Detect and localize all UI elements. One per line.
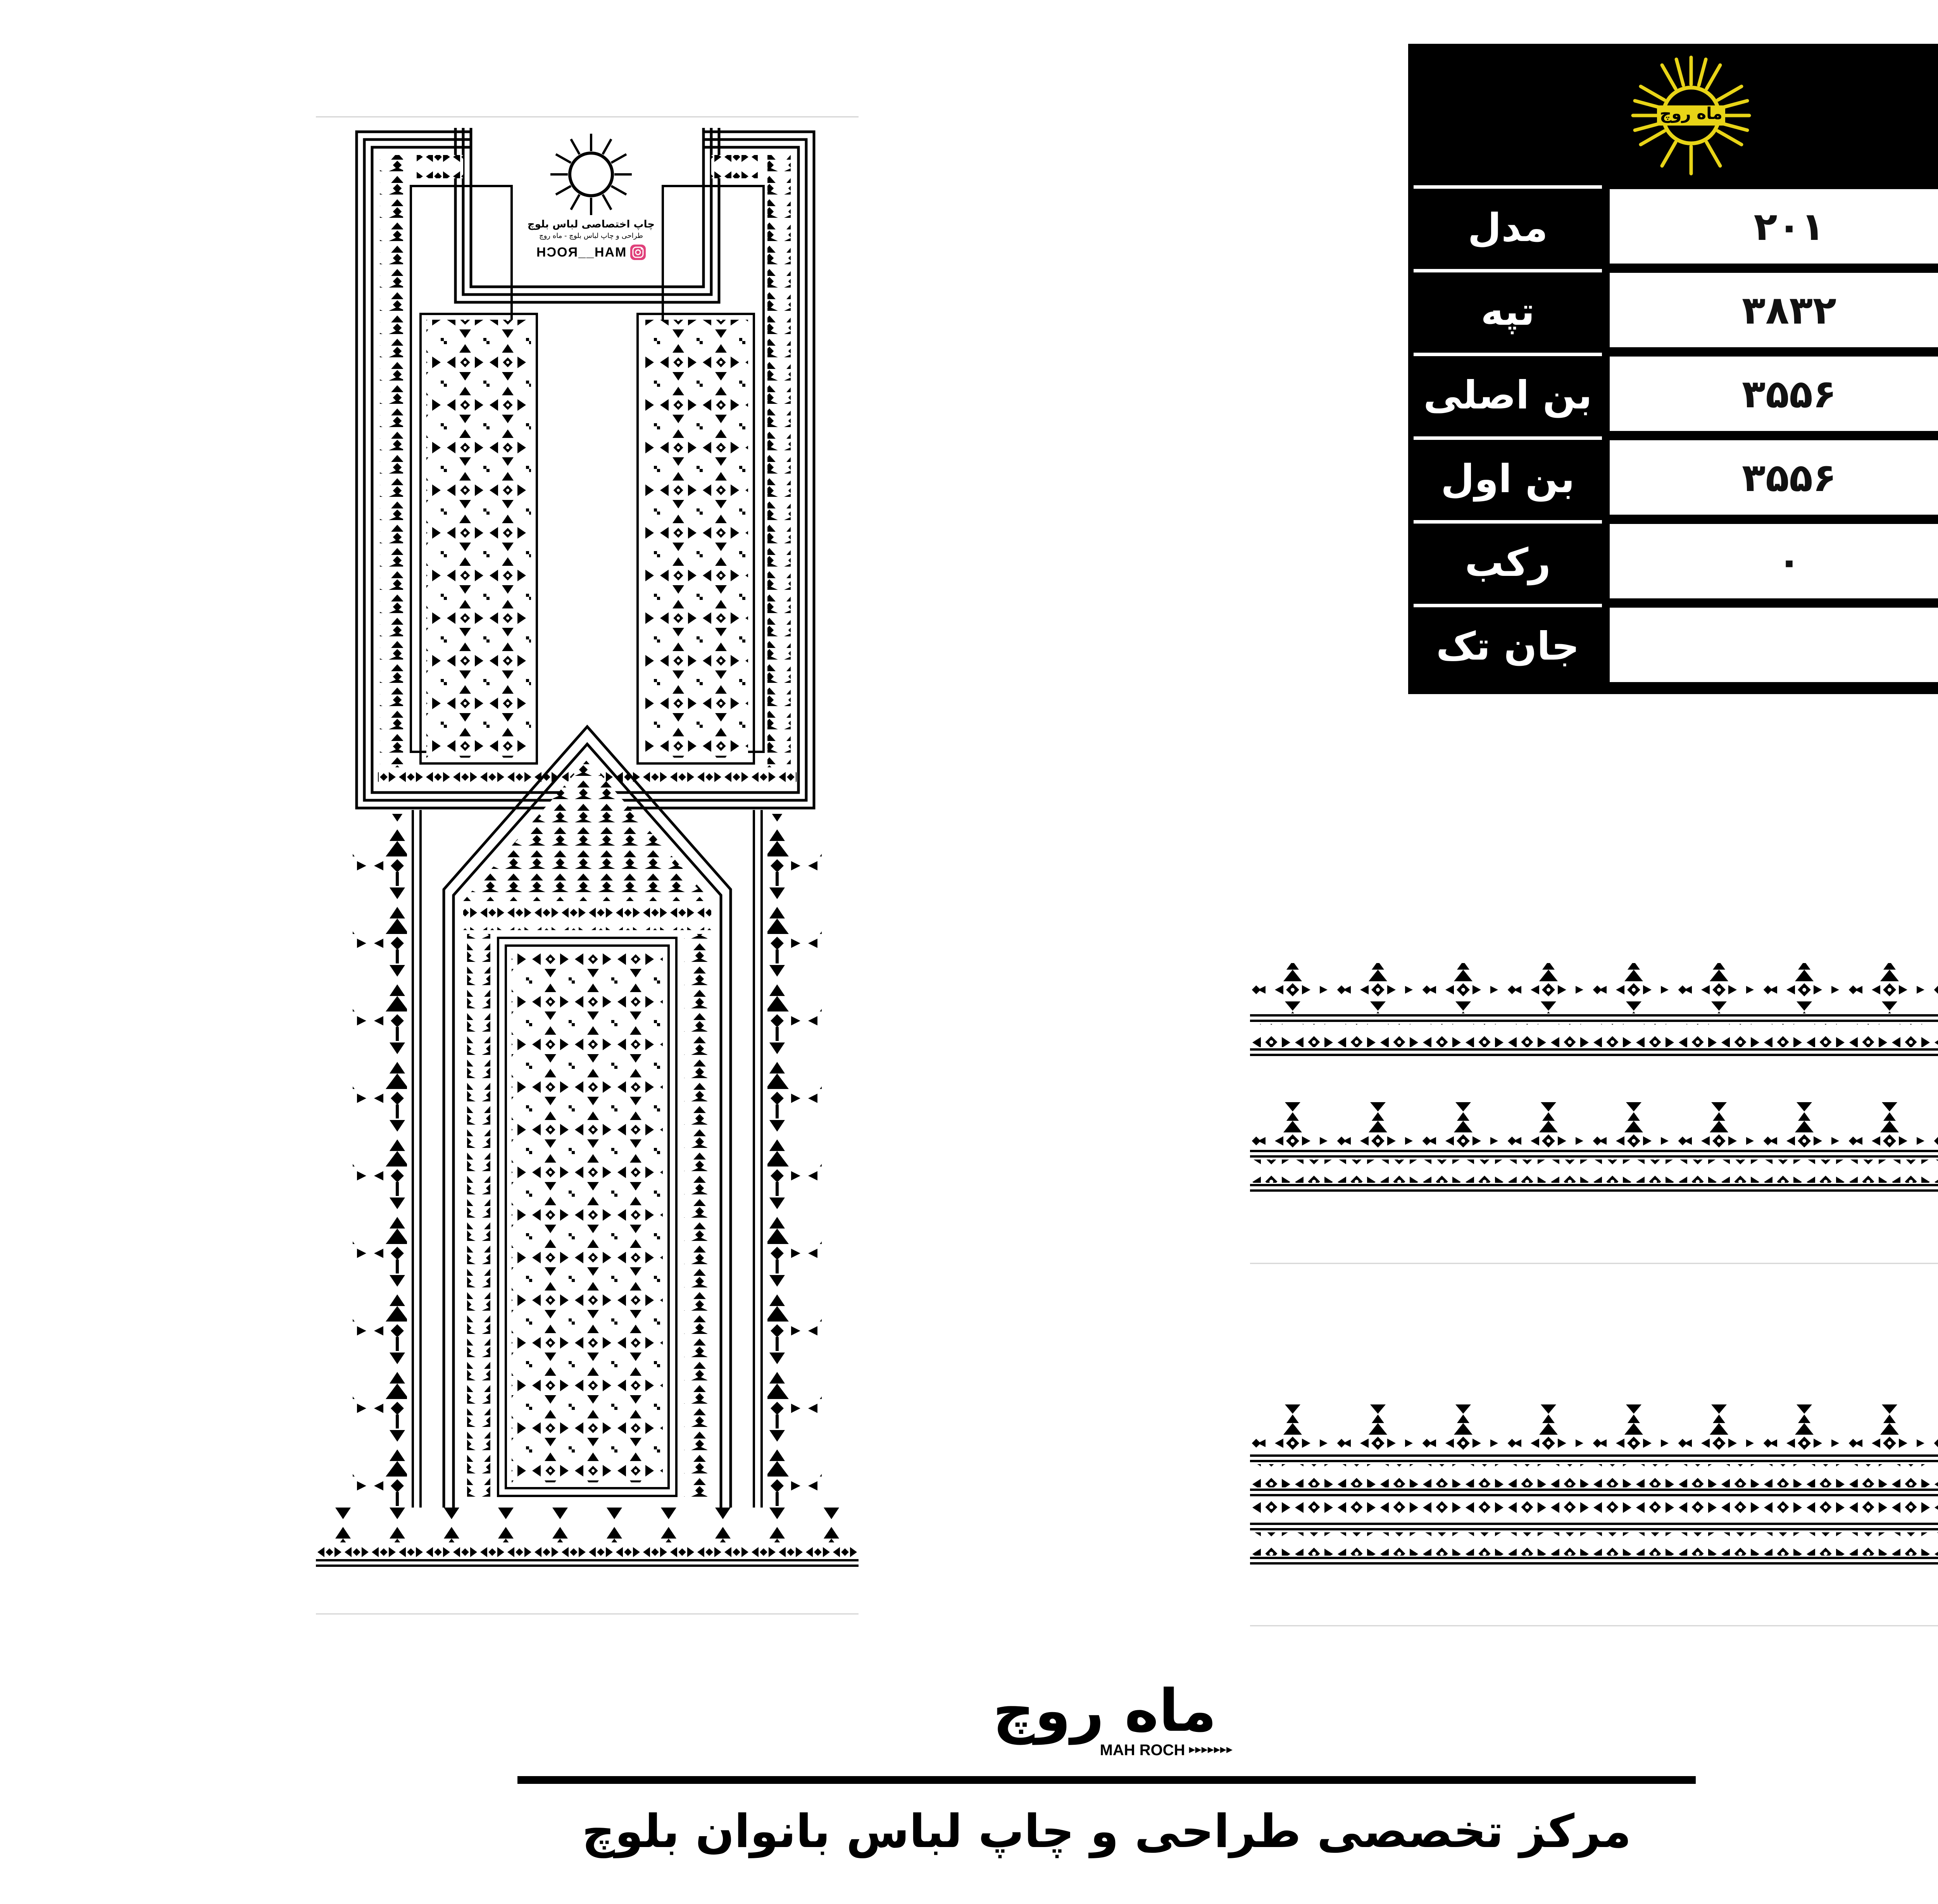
sun-logo-icon [548,132,634,217]
footer-brand-arrows: ▸▸▸▸▸▸▸ [1189,1742,1233,1756]
spec-row-jan-tak [1408,604,1938,683]
spec-value: ۲۰۱ [1610,189,1938,264]
yoke-caption-1: چاپ اختصاصی لباس بلوچ [527,219,655,230]
spec-table-logo [1408,44,1938,185]
panel-top-trim [316,116,859,117]
footer-brand-logo [973,1678,1236,1771]
spec-table [1408,44,1938,694]
spec-row-main-base [1408,353,1938,432]
spec-label: رکب [1465,539,1551,585]
spec-value: ۰ [1610,524,1938,598]
spec-label: بن اصلی [1423,372,1592,418]
spec-row-model [1408,185,1938,264]
spec-row-rekab [1408,520,1938,599]
sleeve-bands [1250,961,1938,1628]
spec-label: تپه [1481,288,1535,334]
dress-front-panel [316,128,859,1570]
spec-value: ۳۸۳۲ [1610,273,1938,347]
spec-row-tapeh [1408,269,1938,348]
spec-value [1610,608,1938,682]
footer-tagline: مرکز تخصصی طراحی و چاپ لباس بانوان بلوچ [582,1804,1631,1858]
instagram-handle-row [483,244,700,261]
footer-brand-name-fa: ماه روچ [993,1677,1217,1745]
yoke-emblem [483,132,700,287]
spec-row-first-base [1408,436,1938,515]
yoke-instagram-handle: MAH__ROCH [536,245,626,260]
spec-value: ۳۵۵۶ [1610,440,1938,515]
footer-brand-name-en: MAH ROCH [1100,1742,1185,1759]
panel-bottom-trim [316,1613,859,1615]
spec-value: ۳۵۵۶ [1610,357,1938,431]
spec-logo-wordmark: ماه روچ [1660,104,1722,123]
spec-label: مدل [1467,205,1548,250]
yoke-caption-2: طراحی و چاپ لباس بلوچ - ماه روچ [539,232,643,240]
footer-divider [517,1776,1696,1784]
spec-label: جان تک [1436,623,1579,669]
instagram-icon [629,244,647,261]
spec-label: بن اول [1441,456,1575,501]
